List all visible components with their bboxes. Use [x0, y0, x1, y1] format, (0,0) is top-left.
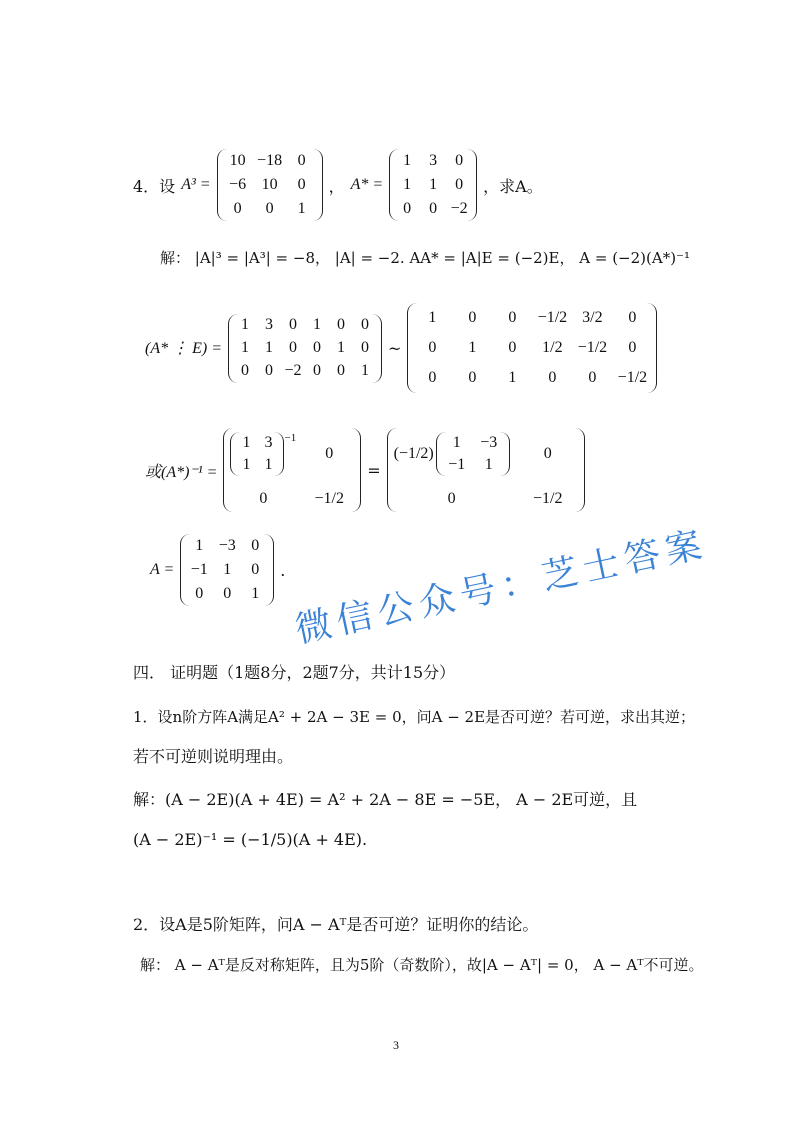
- matrix-cell: 1: [241, 316, 249, 333]
- matrix-a-cubed: [217, 149, 323, 221]
- matrix-cell: 10: [229, 152, 246, 169]
- q1-solution-2: [133, 830, 367, 850]
- matrix-cell: −3: [480, 434, 498, 451]
- matrix-cell: 0: [468, 369, 477, 386]
- block-zero: 0: [325, 445, 334, 462]
- matrix-cell: 1: [452, 434, 461, 451]
- matrix-cell: 1: [508, 369, 517, 386]
- matrix-cell: 0: [313, 339, 321, 356]
- astar-label: A* =: [350, 176, 384, 193]
- matrix-cell: −2: [284, 362, 302, 379]
- matrix-cell: 1: [264, 456, 273, 473]
- matrix-cell: 0: [289, 339, 297, 356]
- matrix-cell: 1: [361, 362, 369, 379]
- matrix-cell: −1: [448, 456, 466, 473]
- matrix-cell: 0: [455, 152, 464, 169]
- matrix-cell: 1: [251, 585, 260, 602]
- matrix-cell: 0: [429, 200, 438, 217]
- block-zero: 0: [543, 445, 552, 462]
- block-corner: −1/2: [533, 490, 563, 507]
- matrix-cell: 0: [265, 362, 273, 379]
- matrix-cell: −18: [257, 152, 283, 169]
- matrix-cell: −1/2: [617, 369, 648, 386]
- matrix-cell: −3: [218, 537, 236, 554]
- matrix-cell: 0: [297, 176, 306, 193]
- inner-matrix: [230, 432, 284, 476]
- inverse-exponent: −1: [284, 432, 297, 444]
- matrix-cell: 1: [428, 309, 437, 326]
- matrix-cell: −1: [190, 561, 208, 578]
- matrix-cell: 1: [337, 339, 345, 356]
- augmented-line: [145, 303, 657, 393]
- matrix-cell: 1: [429, 176, 438, 193]
- problem4-prefix: 4．设: [133, 176, 176, 196]
- matrix-cell: 0: [313, 362, 321, 379]
- scalar: (−1/2): [393, 445, 434, 462]
- matrix-cell: 0: [588, 369, 597, 386]
- matrix-cell: 0: [223, 585, 232, 602]
- aug-label: (A* ⋮ E) =: [145, 340, 222, 357]
- matrix-cell: 1: [313, 316, 321, 333]
- section-heading: 四． 证明题（1题8分，2题7分，共计15分）: [133, 663, 456, 682]
- result-line: [150, 534, 285, 606]
- matrix-cell: 0: [628, 309, 637, 326]
- block-matrix-1: [223, 428, 361, 512]
- matrix-cell: 0: [428, 339, 437, 356]
- a3-label: A³ =: [181, 176, 211, 193]
- block-zero: 0: [259, 490, 268, 507]
- matrix-cell: −6: [229, 176, 247, 193]
- matrix-cell: 0: [548, 369, 557, 386]
- matrix-cell: 1: [241, 339, 249, 356]
- watermark: 微信公众号：芝士答案: [291, 523, 712, 652]
- matrix-cell: 0: [251, 561, 260, 578]
- matrix-cell: 3: [265, 316, 273, 333]
- matrix-cell: −1/2: [537, 309, 568, 326]
- q1-line1: 1．设n阶方阵A满足A² + 2A − 3E = 0，问A − 2E是否可逆？若可逆，求出其逆；: [133, 708, 696, 726]
- q1-sol2-frac: 1/5: [260, 830, 287, 849]
- matrix-cell: 0: [361, 339, 369, 356]
- matrix-cell: 1: [195, 537, 204, 554]
- matrix-cell: 3: [429, 152, 438, 169]
- matrix-cell: 3/2: [582, 309, 603, 326]
- block-matrix-2: [387, 428, 585, 512]
- matrix-cell: 0: [455, 176, 464, 193]
- matrix-cell: −1/2: [577, 339, 608, 356]
- separator: ，: [328, 176, 345, 196]
- matrix-cell: 1: [297, 200, 306, 217]
- matrix-cell: 0: [241, 362, 249, 379]
- matrix-a-star: [389, 149, 477, 221]
- matrix-cell: 1: [468, 339, 477, 356]
- matrix-cell: 0: [289, 316, 297, 333]
- period: .: [280, 560, 286, 580]
- matrix-cell: 0: [265, 200, 274, 217]
- or-label: 或(A*)⁻¹ =: [145, 463, 218, 481]
- page-number: 3: [393, 1038, 399, 1052]
- matrix-a-result: [180, 534, 274, 606]
- matrix-cell: 0: [337, 316, 345, 333]
- q1-solution-1: 解：(A − 2E)(A + 4E) = A² + 2A − 8E = −5E， A − 2E可逆，且: [133, 790, 638, 809]
- problem4-statement: [133, 149, 543, 221]
- q1-sol2-right: )(A + 4E).: [286, 830, 368, 849]
- matrix-cell: 0: [428, 369, 437, 386]
- problem4-suffix: ，求A。: [483, 176, 543, 196]
- matrix-cell: 0: [403, 200, 412, 217]
- matrix-cell: 1: [223, 561, 232, 578]
- matrix-cell: 0: [508, 309, 517, 326]
- matrix-cell: 10: [261, 176, 278, 193]
- reduced-matrix: [407, 303, 657, 393]
- matrix-cell: 0: [297, 152, 306, 169]
- matrix-cell: 1: [242, 434, 251, 451]
- a-label: A =: [150, 561, 175, 578]
- matrix-cell: −2: [450, 200, 468, 217]
- matrix-cell: 1: [484, 456, 493, 473]
- matrix-cell: 0: [468, 309, 477, 326]
- matrix-cell: 0: [251, 537, 260, 554]
- augmented-matrix: [228, 314, 382, 383]
- solution-line: 解： |A|³ = |A³| = −8， |A| = −2. AA* = |A|E = (−2)E， A = (−2)(A*)⁻¹: [160, 249, 690, 267]
- block-zero: 0: [447, 490, 456, 507]
- tilde: ~: [388, 338, 402, 358]
- matrix-cell: 0: [195, 585, 204, 602]
- matrix-cell: 1: [242, 456, 251, 473]
- inner-matrix: [436, 432, 510, 476]
- matrix-cell: 0: [361, 316, 369, 333]
- equals: =: [367, 460, 381, 480]
- matrix-cell: 0: [337, 362, 345, 379]
- q2-solution: 解： A − Aᵀ是反对称矩阵，且为5阶（奇数阶），故|A − Aᵀ| = 0， A − Aᵀ不可逆。: [140, 956, 704, 974]
- inverse-line: [145, 428, 585, 512]
- matrix-cell: 1: [403, 176, 412, 193]
- q1-sol2-left: (A − 2E)⁻¹ = (−: [133, 830, 261, 849]
- q2-line1: 2．设A是5阶矩阵，问A − Aᵀ是否可逆？证明你的结论。: [133, 915, 539, 934]
- matrix-cell: 0: [233, 200, 242, 217]
- matrix-cell: 0: [508, 339, 517, 356]
- block-corner: −1/2: [314, 490, 344, 507]
- matrix-cell: 1/2: [542, 339, 563, 356]
- matrix-cell: 1: [265, 339, 273, 356]
- q1-line2: 若不可逆则说明理由。: [133, 747, 294, 766]
- matrix-cell: 0: [628, 339, 637, 356]
- matrix-cell: 1: [403, 152, 412, 169]
- matrix-cell: 3: [264, 434, 273, 451]
